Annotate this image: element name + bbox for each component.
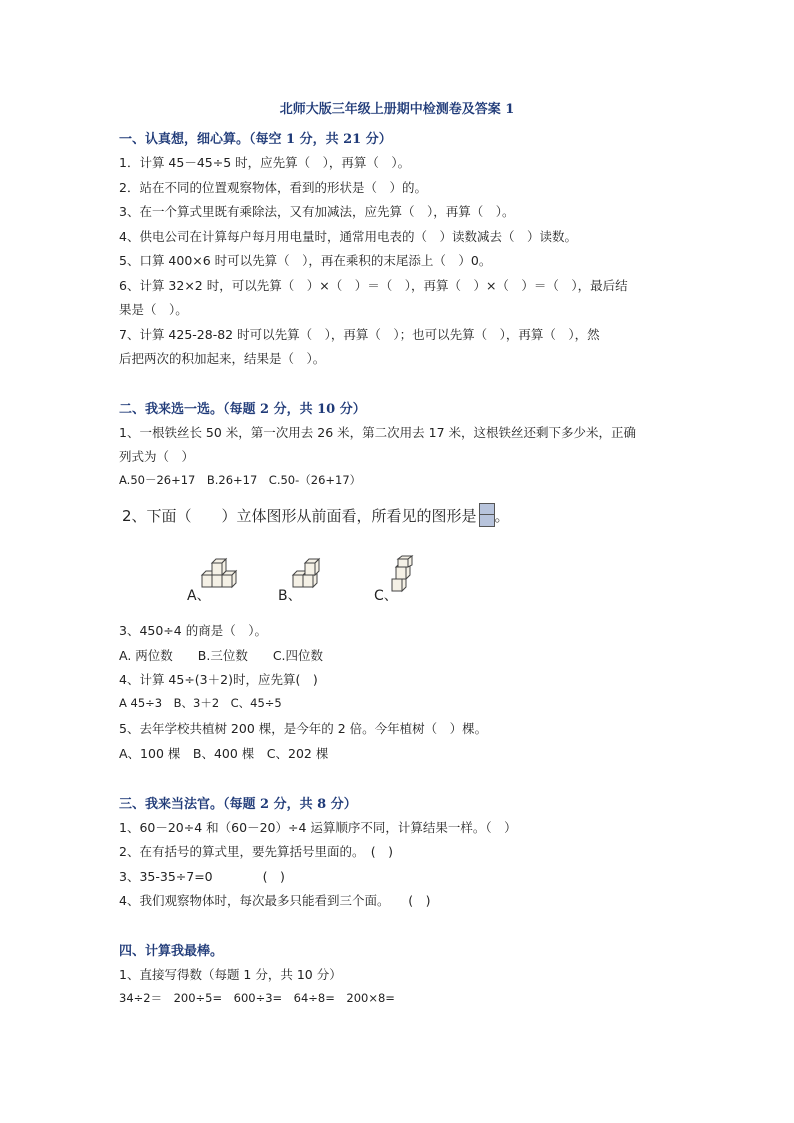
s1-line-6-cont: 果是（ ）。 [119, 302, 188, 317]
section-4-heading: 四、计算我最棒。 [119, 944, 224, 959]
s2-q2-text: 2、下面（ ）立体图形从前面看，所看见的图形是 [122, 507, 477, 525]
s3-line-2: 2、在有括号的算式里，要先算括号里面的。 ( ) [119, 844, 393, 859]
s2-q4-options: A 45÷3 B、3＋2 C、45÷5 [119, 696, 282, 710]
s1-line-7-cont: 后把两次的积加起来，结果是（ ）。 [119, 351, 326, 366]
section-1-heading: 一、认真想，细心算。（每空 1 分，共 21 分） [119, 132, 392, 147]
s1-line-5: 5、口算 400×6 时可以先算（ ），再在乘积的末尾添上（ ）0。 [119, 253, 492, 268]
s3-line-3: 3、35-35÷7=0 ( ) [119, 869, 285, 884]
section-2-heading: 二、我来选一选。（每题 2 分，共 10 分） [119, 402, 366, 417]
figure-b-label: B、 [278, 588, 302, 604]
s1-line-3: 3、在一个算式里既有乘除法，又有加减法，应先算（ ），再算（ ）。 [119, 204, 515, 219]
front-view-figure-icon [479, 503, 495, 527]
s4-line-2: 34÷2＝ 200÷5= 600÷3= 64÷8= 200×8= [119, 991, 395, 1005]
s2-q3: 3、450÷4 的商是（ ）。 [119, 623, 267, 638]
s2-q2-end: 。 [494, 507, 510, 525]
s1-line-1: 1．计算 45－45÷5 时，应先算（ ），再算（ ）。 [119, 155, 411, 170]
s1-line-2: 2．站在不同的位置观察物体，看到的形状是（ ）的。 [119, 180, 427, 195]
figure-a-label: A、 [187, 588, 211, 604]
s2-q1-line-1: 1、一根铁丝长 50 米，第一次用去 26 米，第二次用去 17 米，这根铁丝还剩下多少米，正确 [119, 425, 637, 440]
figure-c-label: C、 [374, 588, 398, 604]
s2-q3-options: A. 两位数 B.三位数 C.四位数 [119, 648, 324, 663]
s2-q1-options: A.50－26+17 B.26+17 C.50-（26+17） [119, 473, 362, 487]
s1-line-4: 4、供电公司在计算每户每月用电量时，通常用电表的（ ）读数减去（ ）读数。 [119, 229, 577, 244]
s3-line-1: 1、60－20÷4 和（60－20）÷4 运算顺序不同，计算结果一样。（ ） [119, 820, 517, 835]
page-title: 北师大版三年级上册期中检测卷及答案 1 [279, 102, 515, 117]
section-3-heading: 三、我来当法官。（每题 2 分，共 8 分） [119, 797, 357, 812]
s2-q1-line-2: 列式为（ ） [119, 449, 195, 464]
s4-line-1: 1、直接写得数（每题 1 分，共 10 分） [119, 967, 342, 982]
s3-line-4: 4、我们观察物体时，每次最多只能看到三个面。 ( ) [119, 893, 431, 908]
s1-line-7: 7、计算 425-28-82 时可以先算（ ），再算（ ）；也可以先算（ ），再算（ ），然 [119, 327, 600, 342]
s2-q2-question [122, 503, 510, 527]
s2-q4: 4、计算 45÷(3＋2)时，应先算( ) [119, 672, 318, 687]
s2-q5-options: A、100 棵 B、400 棵 C、202 棵 [119, 746, 329, 761]
s2-q5: 5、去年学校共植树 200 棵，是今年的 2 倍。今年植树（ ）棵。 [119, 721, 488, 736]
s1-line-6: 6、计算 32×2 时，可以先算（ ）×（ ）＝（ ），再算（ ）×（ ）＝（ ），最后结 [119, 278, 628, 293]
